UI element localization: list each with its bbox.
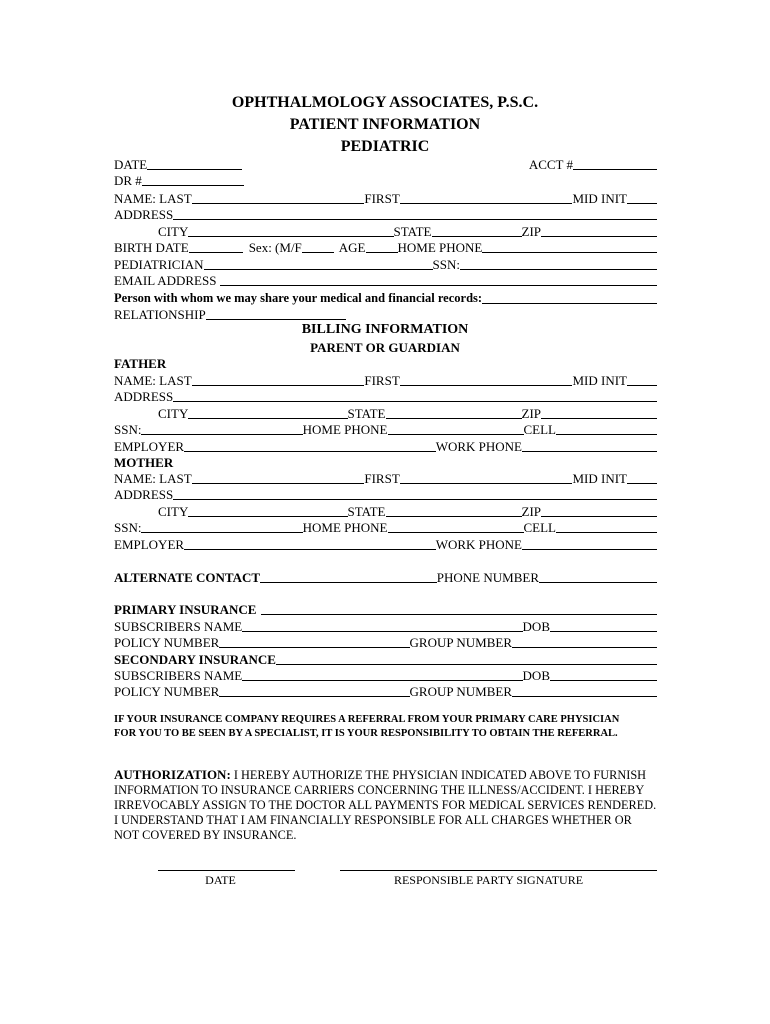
dr-field[interactable]	[142, 173, 244, 186]
secondary-dob-field[interactable]	[550, 668, 657, 681]
secondary-subscriber-row	[114, 667, 657, 683]
primary-subscriber-row	[114, 618, 657, 634]
dr-label: DR #	[114, 173, 142, 188]
mother-label: MOTHER	[114, 455, 174, 470]
first-name-field[interactable]	[400, 191, 573, 204]
father-city-label: CITY	[158, 406, 189, 421]
age-label: AGE	[338, 240, 366, 255]
form-title: PATIENT INFORMATION	[289, 116, 481, 133]
billing-title: BILLING INFORMATION	[301, 322, 469, 337]
signature-date-label: DATE	[205, 873, 236, 887]
secondary-policy-number-label: POLICY NUMBER	[114, 684, 220, 699]
father-last-name-field[interactable]	[192, 373, 365, 386]
father-address-label: ADDRESS	[114, 389, 174, 404]
father-city-row	[158, 405, 657, 421]
mother-home-phone-label: HOME PHONE	[302, 520, 388, 535]
father-cell-label: CELL	[523, 422, 556, 437]
share-records-label: Person with whom we may share your medical and financial records:	[114, 291, 483, 305]
city-label: CITY	[158, 224, 189, 239]
secondary-insurance-field[interactable]	[276, 652, 657, 665]
mother-city-field[interactable]	[188, 504, 347, 517]
ssn-field[interactable]	[460, 257, 657, 270]
father-zip-label: ZIP	[521, 406, 541, 421]
father-home-phone-label: HOME PHONE	[302, 422, 388, 437]
home-phone-label: HOME PHONE	[397, 240, 483, 255]
father-ssn-field[interactable]	[141, 422, 302, 435]
father-mid-init-field[interactable]	[627, 373, 657, 386]
alternate-phone-field[interactable]	[539, 570, 657, 583]
primary-subscribers-name-field[interactable]	[242, 619, 522, 632]
father-name-row	[114, 372, 657, 388]
patient-name-row	[114, 190, 657, 206]
mother-name-row	[114, 470, 657, 486]
father-label: FATHER	[114, 356, 167, 371]
ssn-label: SSN:	[432, 257, 460, 272]
secondary-policy-row	[114, 683, 657, 699]
first-label: FIRST	[364, 191, 400, 206]
alternate-contact-field[interactable]	[260, 570, 437, 583]
mother-zip-label: ZIP	[521, 504, 541, 519]
form-subtitle: PEDIATRIC	[340, 138, 430, 155]
father-cell-field[interactable]	[556, 422, 657, 435]
secondary-subscribers-name-field[interactable]	[242, 668, 522, 681]
state-field[interactable]	[432, 224, 522, 237]
primary-insurance-label: PRIMARY INSURANCE	[114, 602, 257, 617]
name-last-label: NAME: LAST	[114, 191, 192, 206]
secondary-group-number-field[interactable]	[512, 684, 657, 697]
father-employer-field[interactable]	[184, 439, 436, 452]
mother-mid-init-field[interactable]	[627, 471, 657, 484]
patient-city-row	[158, 223, 657, 239]
date-label: DATE	[114, 157, 148, 172]
state-label: STATE	[393, 224, 432, 239]
father-home-phone-field[interactable]	[388, 422, 524, 435]
mid-init-label: MID INIT	[572, 191, 627, 206]
signature-date-line[interactable]	[158, 870, 295, 871]
sex-field[interactable]	[302, 240, 334, 253]
sex-label: Sex: (M/F	[248, 240, 302, 255]
last-name-field[interactable]	[192, 191, 365, 204]
alternate-contact-label: ALTERNATE CONTACT	[114, 570, 261, 585]
mother-work-phone-label: WORK PHONE	[435, 537, 522, 552]
phone-number-label: PHONE NUMBER	[436, 570, 539, 585]
mother-work-phone-field[interactable]	[522, 537, 657, 550]
mother-first-name-field[interactable]	[400, 471, 573, 484]
mother-state-label: STATE	[347, 504, 386, 519]
relationship-field[interactable]	[206, 307, 346, 320]
primary-subscribers-name-label: SUBSCRIBERS NAME	[114, 619, 243, 634]
father-employer-row	[114, 438, 657, 454]
mother-address-field[interactable]	[173, 487, 657, 500]
mother-ssn-label: SSN:	[114, 520, 142, 535]
mid-init-field[interactable]	[627, 191, 657, 204]
secondary-group-number-label: GROUP NUMBER	[409, 684, 512, 699]
secondary-subscribers-name-label: SUBSCRIBERS NAME	[114, 668, 243, 683]
city-field[interactable]	[188, 224, 393, 237]
father-ssn-row	[114, 421, 657, 437]
primary-group-number-field[interactable]	[512, 635, 657, 648]
mother-cell-field[interactable]	[556, 520, 657, 533]
father-address-row	[114, 388, 657, 404]
authorization-statement	[114, 767, 659, 843]
responsible-party-signature-label: RESPONSIBLE PARTY SIGNATURE	[393, 873, 584, 887]
secondary-insurance-row	[114, 651, 657, 667]
father-address-field[interactable]	[173, 389, 657, 402]
share-records-row	[114, 290, 657, 306]
father-zip-field[interactable]	[541, 406, 657, 419]
birth-date-field[interactable]	[189, 240, 243, 253]
father-state-label: STATE	[347, 406, 386, 421]
mother-ssn-row	[114, 519, 657, 535]
address-label: ADDRESS	[114, 207, 174, 222]
authorization-label: AUTHORIZATION:	[114, 767, 231, 782]
mother-mid-init-label: MID INIT	[572, 471, 627, 486]
address-field[interactable]	[173, 207, 657, 220]
pediatrician-label: PEDIATRICIAN	[114, 257, 204, 272]
secondary-dob-label: DOB	[522, 668, 550, 683]
mother-last-name-field[interactable]	[192, 471, 365, 484]
share-records-field[interactable]	[482, 291, 657, 304]
primary-policy-number-field[interactable]	[219, 635, 409, 648]
practice-name: OPHTHALMOLOGY ASSOCIATES, P.S.C.	[231, 94, 539, 111]
father-work-phone-label: WORK PHONE	[435, 439, 522, 454]
father-first-name-field[interactable]	[400, 373, 573, 386]
mother-home-phone-field[interactable]	[388, 520, 524, 533]
father-ssn-label: SSN:	[114, 422, 142, 437]
father-heading	[114, 355, 657, 371]
email-row	[114, 272, 657, 288]
mother-cell-label: CELL	[523, 520, 556, 535]
father-employer-label: EMPLOYER	[114, 439, 185, 454]
age-field[interactable]	[366, 240, 398, 253]
primary-policy-number-label: POLICY NUMBER	[114, 635, 220, 650]
pediatrician-row	[114, 256, 657, 272]
mother-name-last-label: NAME: LAST	[114, 471, 192, 486]
home-phone-field[interactable]	[482, 240, 657, 253]
alternate-contact-row	[114, 569, 657, 585]
birth-date-label: BIRTH DATE	[114, 240, 189, 255]
relationship-row	[114, 306, 657, 322]
email-field[interactable]	[220, 273, 657, 286]
father-first-label: FIRST	[364, 373, 400, 388]
primary-policy-row	[114, 634, 657, 650]
pediatrician-field[interactable]	[204, 257, 433, 270]
mother-zip-field[interactable]	[541, 504, 657, 517]
acct-label: ACCT #	[528, 157, 573, 172]
father-work-phone-field[interactable]	[522, 439, 657, 452]
mother-employer-row	[114, 536, 657, 552]
date-field[interactable]	[147, 157, 242, 170]
primary-insurance-row	[114, 601, 657, 617]
mother-city-row	[158, 503, 657, 519]
father-state-field[interactable]	[386, 406, 522, 419]
dr-row	[114, 172, 657, 188]
primary-dob-field[interactable]	[550, 619, 657, 632]
mother-heading	[114, 454, 657, 470]
referral-notice: IF YOUR INSURANCE COMPANY REQUIRES A REFERRAL FROM YOUR PRIMARY CARE PHYSICIAN FOR YOU TO BE SEEN BY A SPECIALIST, IT IS YOUR RESPONSIBILITY TO OBTAIN THE REFERRAL.	[114, 714, 620, 739]
birth-row	[114, 239, 657, 255]
mother-employer-label: EMPLOYER	[114, 537, 185, 552]
mother-address-label: ADDRESS	[114, 487, 174, 502]
date-acct-row	[114, 156, 657, 172]
primary-dob-label: DOB	[522, 619, 550, 634]
mother-first-label: FIRST	[364, 471, 400, 486]
email-label: EMAIL ADDRESS	[114, 273, 217, 288]
relationship-label: RELATIONSHIP	[114, 307, 206, 322]
patient-address-row	[114, 206, 657, 222]
primary-group-number-label: GROUP NUMBER	[409, 635, 512, 650]
mother-address-row	[114, 486, 657, 502]
authorization-text: I HEREBY AUTHORIZE THE PHYSICIAN INDICATED ABOVE TO FURNISH INFORMATION TO INSURANCE CARRIERS CONCERNING THE ILLNESS/ACCIDENT. I HEREBY IRREVOCABLY ASSIGN TO THE DOCTOR ALL PAYMENTS FOR MEDICAL SERVICES RENDERED. I UNDERSTAND THAT I AM FINANCIALLY RESPONSIBLE FOR ALL CHARGES WHETHER OR NOT COVERED BY INSURANCE.	[114, 768, 657, 842]
secondary-insurance-label: SECONDARY INSURANCE	[114, 652, 276, 667]
billing-subtitle: PARENT OR GUARDIAN	[310, 340, 460, 355]
primary-insurance-field[interactable]	[261, 602, 657, 615]
secondary-policy-number-field[interactable]	[219, 684, 409, 697]
acct-field[interactable]	[573, 157, 657, 170]
father-city-field[interactable]	[188, 406, 347, 419]
zip-field[interactable]	[541, 224, 657, 237]
mother-state-field[interactable]	[386, 504, 522, 517]
zip-label: ZIP	[521, 224, 541, 239]
mother-city-label: CITY	[158, 504, 189, 519]
father-name-last-label: NAME: LAST	[114, 373, 192, 388]
father-mid-init-label: MID INIT	[572, 373, 627, 388]
responsible-party-signature-line[interactable]	[340, 870, 657, 871]
mother-ssn-field[interactable]	[141, 520, 302, 533]
mother-employer-field[interactable]	[184, 537, 436, 550]
